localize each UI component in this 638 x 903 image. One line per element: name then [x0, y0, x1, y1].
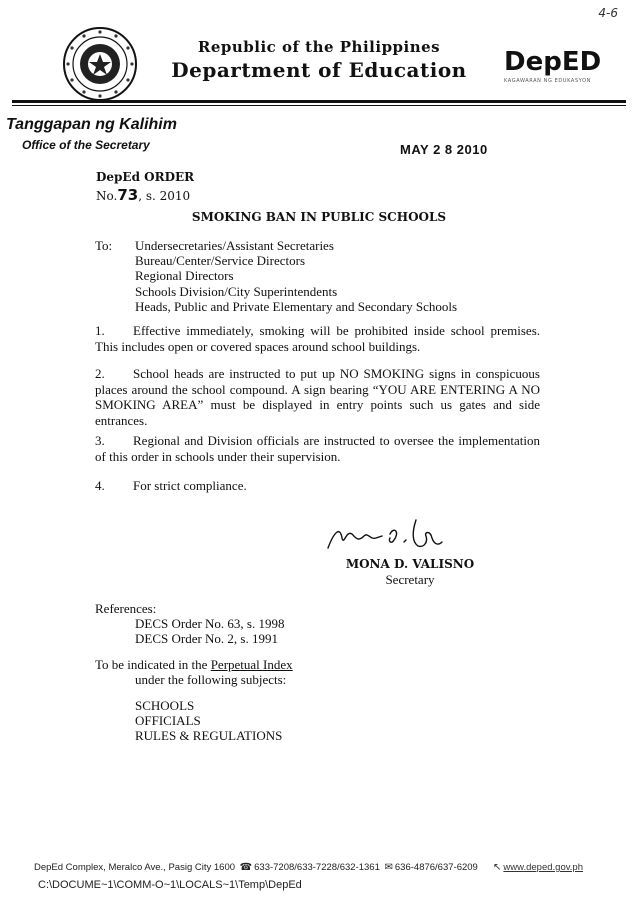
paragraph-text: Regional and Division officials are instructed to oversee the implementation of this order in schools under their supervision. [95, 433, 540, 464]
fax-icon: ✉ [384, 862, 393, 873]
footer-website[interactable]: www.deped.gov.ph [503, 862, 583, 873]
paragraph-1 [95, 323, 540, 354]
order-number: 73 [117, 186, 139, 204]
date-stamp: MAY 2 8 2010 [400, 142, 488, 157]
paragraph-text: Effective immediately, smoking will be prohibited inside school premises. This includes open or covered spaces around school buildings. [95, 323, 540, 354]
footer-fax: 636-4876/637-6209 [394, 862, 478, 873]
logo-wordmark: DepED [504, 47, 602, 77]
recipient-item: Regional Directors [135, 268, 234, 284]
footer-contact [34, 862, 583, 873]
index-subjects-list [135, 698, 282, 744]
recipient-item: Undersecretaries/Assistant Secretaries [135, 238, 334, 253]
paragraph-number: 4. [95, 478, 105, 493]
paragraph-number: 3. [95, 433, 105, 448]
order-no-prefix: No. [96, 189, 118, 203]
header-rule-thin [12, 105, 626, 106]
index-subject-item: RULES & REGULATIONS [135, 728, 283, 744]
reference-item: DECS Order No. 2, s. 1991 [135, 631, 278, 647]
index-subject-item: OFFICIALS [135, 713, 201, 729]
recipient-list [135, 238, 457, 314]
footer-address: DepEd Complex, Meralco Ave., Pasig City 1600 [34, 862, 236, 873]
references-label: References: [95, 601, 157, 616]
order-series: , s. 2010 [138, 189, 191, 203]
to-label: To: [95, 238, 113, 253]
republic-heading: Republic of the Philippines [197, 38, 441, 56]
paragraph-4 [95, 478, 540, 494]
file-path: C:\DOCUME~1\COMM-O~1\LOCALS~1\Temp\DepEd [38, 879, 302, 891]
paragraph-3 [95, 433, 540, 464]
recipient-item: Schools Division/City Superintendents [135, 283, 338, 299]
paragraph-number: 1. [95, 323, 105, 338]
web-icon: ↖ [493, 862, 502, 873]
logo-tagline: KAGAWARAN NG EDUKASYON [504, 78, 591, 84]
signature-icon [320, 512, 445, 558]
index-subject-item: SCHOOLS [135, 698, 195, 713]
paragraph-text: For strict compliance. [133, 478, 247, 493]
recipient-item: Bureau/Center/Service Directors [135, 253, 306, 269]
signatory-title: Secretary [385, 572, 435, 587]
reference-item: DECS Order No. 63, s. 1998 [135, 616, 285, 631]
paragraph-2 [95, 366, 540, 428]
order-number-line [96, 186, 190, 204]
deped-logo-icon [500, 42, 628, 90]
paragraph-text: School heads are instructed to put up NO SMOKING signs in conspicuous places around the school compound. A sign bearing “YOU ARE ENTERING A NO SMOKING AREA” must be displayed in entry points such us gates and side entrances. [95, 366, 540, 428]
order-label: DepEd ORDER [96, 170, 195, 184]
office-tagalog-title: Tanggapan ng Kalihim [6, 116, 177, 133]
header-rule-thick [12, 100, 626, 103]
phone-icon: ☎ [239, 862, 253, 873]
perpetual-index-line [95, 657, 293, 673]
department-heading: Department of Education [171, 58, 467, 82]
footer-phone: 633-7208/633-7228/632-1361 [254, 862, 380, 873]
office-english-title: Office of the Secretary [22, 138, 150, 152]
order-subject: SMOKING BAN IN PUBLIC SCHOOLS [191, 210, 447, 224]
perpetual-index-sub: under the following subjects: [135, 672, 287, 687]
perpetual-index-link[interactable]: Perpetual Index [210, 657, 293, 672]
handwritten-page-note: 4-6 [598, 6, 618, 20]
paragraph-number: 2. [95, 366, 105, 381]
references-list [135, 616, 285, 646]
perpetual-index-prefix: To be indicated in the [95, 657, 211, 672]
recipient-item: Heads, Public and Private Elementary and Secondary Schools [135, 298, 458, 314]
signatory-name: MONA D. VALISNO [345, 557, 475, 571]
